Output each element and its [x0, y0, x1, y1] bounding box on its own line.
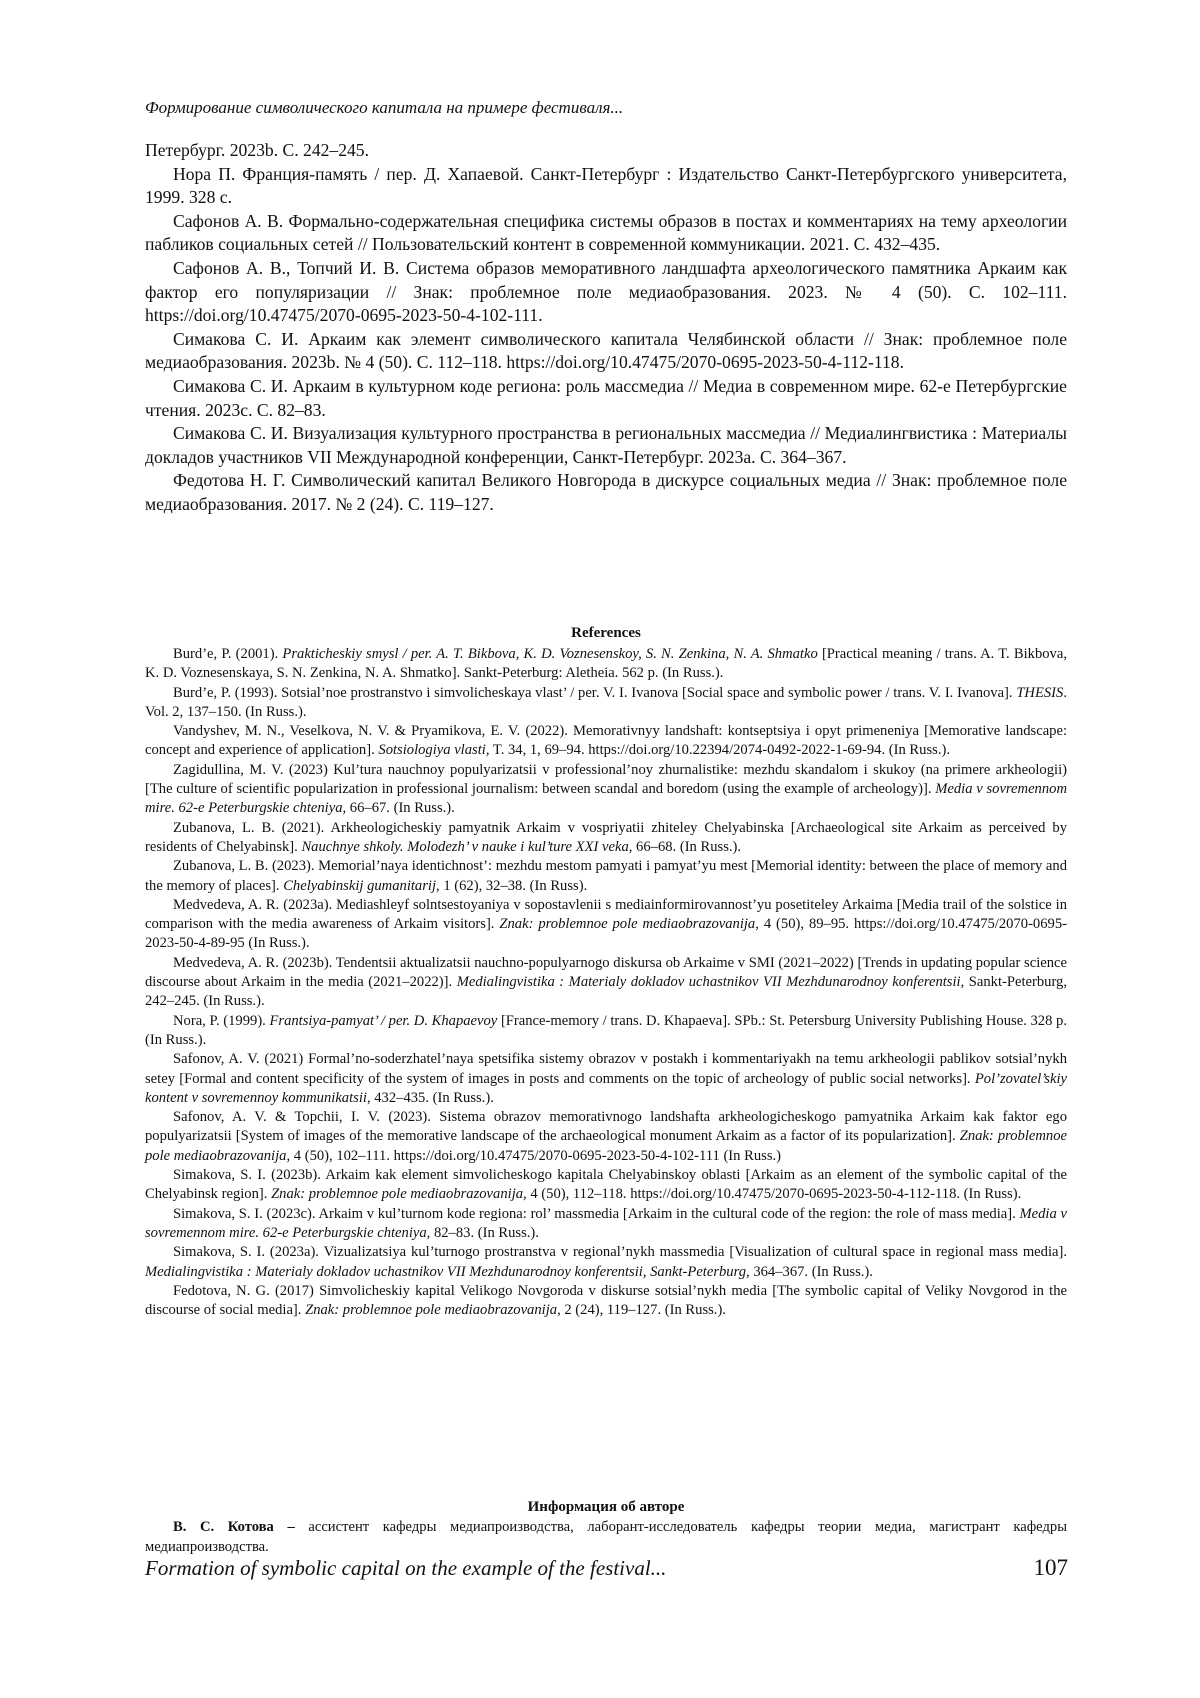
ru-reference-item: Сафонов А. В. Формально-содержательная специфика системы образов в постах и комментариях на тему археологии пабликов социальных сетей // Пользовательский контент в современной коммуникации. 2021. С. 432–435. — [145, 210, 1067, 255]
reference-text: Medvedeva, A. R. (2023b). Tendentsii aktualizatsii nauchno-populyarnogo diskursa ob Arkaime v SMI (2021–2022) [Trends in updating popular science discourse about Arkaim in the media (2021–2022)]. — [145, 954, 1067, 991]
reference-text: [France-memory / trans. D. Khapaeva]. SPb.: St. Petersburg University Publishing House. 328 p. (In Russ.). — [145, 1012, 1067, 1048]
reference-text: Simakova, S. I. (2023a). Vizualizatsiya kul’turnogo prostranstva v regional’nykh massmedia [Visualization of cultural space in regional mass media]. — [173, 1244, 1067, 1261]
reference-source: Sotsiologiya vlasti — [378, 742, 486, 759]
reference-text: Simakova, S. I. (2023c). Arkaim v kul’turnom kode regiona: rol’ massmedia [Arkaim in the cultural code of the region: the role of mass media]. — [173, 1205, 1020, 1222]
reference-text: . Vol. 2, 137–150. (In Russ.). — [145, 684, 1067, 720]
reference-text: Medvedeva, A. R. (2023a). Mediashleyf solntsestoyaniya v sopostavlenii s mediainformirovannost’yu posetiteley Arkaima [Media trail of the solstice in comparison with the media awareness of Arkaim visitors]. — [145, 896, 1067, 933]
reference-item — [145, 761, 1067, 819]
footer-running-title: Formation of symbolic capital on the example of the festival... — [145, 1556, 667, 1580]
reference-text: , 1 (62), 32–38. (In Russ). — [436, 877, 588, 894]
reference-item — [145, 954, 1067, 1012]
reference-text: , 4 (50), 102–111. https://doi.org/10.47475/2070-0695-2023-50-4-102-111 (In Russ.) — [286, 1147, 782, 1164]
reference-text: Safonov, A. V. (2021) Formal’no-soderzhatel’naya spetsifika sistemy obrazov v postakh i kommentariyakh na temu arkheologii pablikov sotsial’nykh setey [Formal and content specificity of the system of images in posts and comments on the topic of archeology of public social networks]. — [145, 1051, 1067, 1087]
reference-text: , T. 34, 1, 69–94. https://doi.org/10.22394/2074-0492-2022-1-69-94. (In Russ.). — [485, 742, 950, 759]
reference-source: Nauchnye shkoly. Molodezh’ v nauke i kul’ture XXI veka — [301, 838, 629, 855]
reference-item — [145, 1243, 1067, 1282]
reference-text: , 82–83. (In Russ.). — [426, 1224, 539, 1241]
ru-reference-item: Симакова С. И. Аркаим в культурном коде региона: роль массмедиа // Медиа в современном мире. 62-е Петербургские чтения. 2023c. С. 82–83. — [145, 375, 1067, 420]
reference-item — [145, 857, 1067, 896]
reference-text: , 66–67. (In Russ.). — [342, 800, 455, 817]
reference-item — [145, 684, 1067, 723]
reference-text: Vandyshev, M. N., Veselkova, N. V. & Pryamikova, E. V. (2022). Memorativnyy landshaft: kontseptsiya i opyt primeneniya [Memorative landscape: concept and experience of application]. — [145, 723, 1067, 759]
reference-text: Zubanova, L. B. (2021). Arkheologicheskiy pamyatnik Arkaim v vospriyatii zhiteley Chelyabinska [Archaeological site Arkaim as perceived by residents of Chelyabinsk]. — [145, 819, 1067, 855]
reference-text: , 66–68. (In Russ.). — [628, 838, 742, 855]
ru-reference-item: Петербург. 2023b. С. 242–245. — [145, 140, 370, 160]
reference-text: Nora, P. (1999). — [173, 1012, 270, 1029]
reference-item — [145, 1205, 1067, 1244]
references-heading: References — [571, 625, 641, 641]
reference-text: [Practical meaning / trans. A. T. Bikbova, K. D. Voznesenskaya, S. N. Zenkina, N. A. Shmatko]. Sankt-Peterburg: Aletheia. 562 p. (In Russ.). — [145, 646, 1067, 682]
reference-text: Burd’e, P. (2001). — [173, 646, 283, 662]
ru-reference-item: Симакова С. И. Аркаим как элемент символического капитала Челябинской области // Знак: проблемное поле медиаобразования. 2023b. № 4 (50). С. 112–118. https://doi.org/10.47475/2070-0695-2023-50-4-112-118. — [145, 328, 1067, 373]
reference-text: Zubanova, L. B. (2023). Memorial’naya identichnost’: mezhdu mestom pamyati i pamyat’yu mest [Memorial identity: between the place of memory and the memory of places]. — [145, 858, 1067, 894]
russian-reference-list — [145, 139, 1067, 517]
page-number: 107 — [1033, 1555, 1068, 1580]
reference-text: , Sankt-Peterburg, 242–245. (In Russ.). — [145, 974, 1067, 1010]
author-info-heading: Информация об авторе — [527, 1499, 685, 1515]
reference-text: Safonov, A. V. & Topchii, I. V. (2023). Sistema obrazov memorativnogo landshafta arkheologicheskogo pamyatnika Arkaim kak faktor ego populyarizatsii [System of images of the memorative landscape of the archaeological monument Arkaim as a factor of its popularization]. — [145, 1109, 1067, 1145]
reference-text: Simakova, S. I. (2023b). Arkaim kak element simvolicheskogo kapitala Chelyabinskoy oblasti [Arkaim as an element of the symbolic capital of the Chelyabinsk region]. — [145, 1167, 1067, 1203]
reference-source: Znak: problemnoe pole mediaobrazovanija — [145, 1128, 1067, 1164]
reference-item — [145, 722, 1067, 761]
reference-item — [145, 645, 1067, 684]
reference-text: , 4 (50), 89–95. https://doi.org/10.47475/2070-0695-2023-50-4-89-95 (In Russ.). — [145, 916, 1067, 952]
ru-reference-item: Федотова Н. Г. Символический капитал Великого Новгорода в дискурсе социальных медиа // Знак: проблемное поле медиаобразования. 2017. № 2 (24). С. 119–127. — [145, 470, 1067, 514]
reference-item — [145, 1282, 1067, 1321]
reference-text: , 4 (50), 112–118. https://doi.org/10.47475/2070-0695-2023-50-4-112-118. (In Russ). — [523, 1186, 1022, 1203]
author-description: ассистент кафедры медиапроизводства, лаборант-исследователь кафедры теории медиа, магистрант кафедры медиапроизводства. — [145, 1519, 1067, 1555]
ru-reference-item: Симакова С. И. Визуализация культурного пространства в региональных массмедиа // Медиалингвистика : Материалы докладов участников VII Международной конференции, Санкт-Петербург. 2023a. С. 364–367. — [145, 423, 1067, 467]
reference-source: Znak: problemnoe pole mediaobrazovanija — [271, 1186, 524, 1203]
reference-source: Znak: problemnoe pole mediaobrazovanija — [499, 916, 756, 933]
reference-source: Pol’zovatel’skiy kontent v sovremennoy kommunikatsii — [145, 1070, 1067, 1106]
running-head: Формирование символического капитала на примере фестиваля... — [145, 98, 624, 117]
author-info-paragraph — [145, 1518, 1067, 1557]
reference-source: Frantsiya-pamyat’ / per. D. Khapaevoy — [269, 1012, 498, 1029]
author-info — [145, 1518, 1067, 1557]
reference-source: Media v sovremennom mire. 62-e Peterburgskie chteniya — [145, 1205, 1067, 1241]
reference-item — [145, 896, 1067, 954]
reference-item — [145, 1050, 1067, 1108]
ru-reference-item: Нора П. Франция-память / пер. Д. Хапаевой. Санкт-Петербург : Издательство Санкт-Петербургского университета, 1999. 328 с. — [145, 163, 1067, 208]
reference-text: Fedotova, N. G. (2017) Simvolicheskiy kapital Velikogo Novgoroda v diskurse sotsial’nykh media [The symbolic capital of Veliky Novgorod in the discourse of social media]. — [145, 1282, 1067, 1319]
ru-reference-item: Сафонов А. В., Топчий И. В. Система образов меморативного ландшафта археологического памятника Аркаим как фактор его популяризации // Знак: проблемное поле медиаобразования. 2023. № 4 (50). С. 102–111. https://doi.org/10.47475/2070-0695-2023-50-4-102-111. — [145, 257, 1067, 326]
reference-text: Zagidullina, M. V. (2023) Kul’tura nauchnoy populyarizatsii v professional’noy zhurnalistike: mezhdu skandalom i skukoy (na primere arkheologii) [The culture of scientific popularization in professional journalism: between scandal and boredom (using the example of archeology)]. — [145, 761, 1067, 798]
reference-text: , 364–367. (In Russ.). — [746, 1263, 873, 1280]
reference-source: Znak: problemnoe pole mediaobrazovanija — [305, 1302, 558, 1319]
author-name: В. С. Котова – — [173, 1519, 295, 1535]
reference-source: Medialingvistika : Materialy dokladov uchastnikov VII Mezhdunarodnoy konferentsii — [456, 974, 961, 991]
reference-text: , 432–435. (In Russ.). — [366, 1089, 494, 1106]
reference-source: Medialingvistika : Materialy dokladov uchastnikov VII Mezhdunarodnoy konferentsii, Sankt-Peterburg — [145, 1263, 747, 1280]
reference-source: Media v sovremennom mire. 62-e Peterburgskie chteniya — [145, 781, 1067, 817]
reference-item — [145, 1108, 1067, 1166]
reference-source: Chelyabinskij gumanitarij — [283, 877, 437, 894]
reference-source: THESIS — [1016, 684, 1064, 701]
reference-item — [145, 1166, 1067, 1205]
reference-item — [145, 1012, 1067, 1051]
english-reference-list — [145, 645, 1067, 1320]
reference-text: , 2 (24), 119–127. (In Russ.). — [557, 1302, 726, 1319]
reference-source: Prakticheskiy smysl / per. A. T. Bikbova, K. D. Voznesenskoy, S. N. Zenkina, N. A. Shmatko — [282, 646, 818, 662]
reference-text: Burd’e, P. (1993). Sotsial’noe prostranstvo i simvolicheskaya vlast’ / per. V. I. Ivanova [Social space and symbolic power / trans. V. I. Ivanova]. — [173, 684, 1017, 701]
reference-item — [145, 819, 1067, 858]
